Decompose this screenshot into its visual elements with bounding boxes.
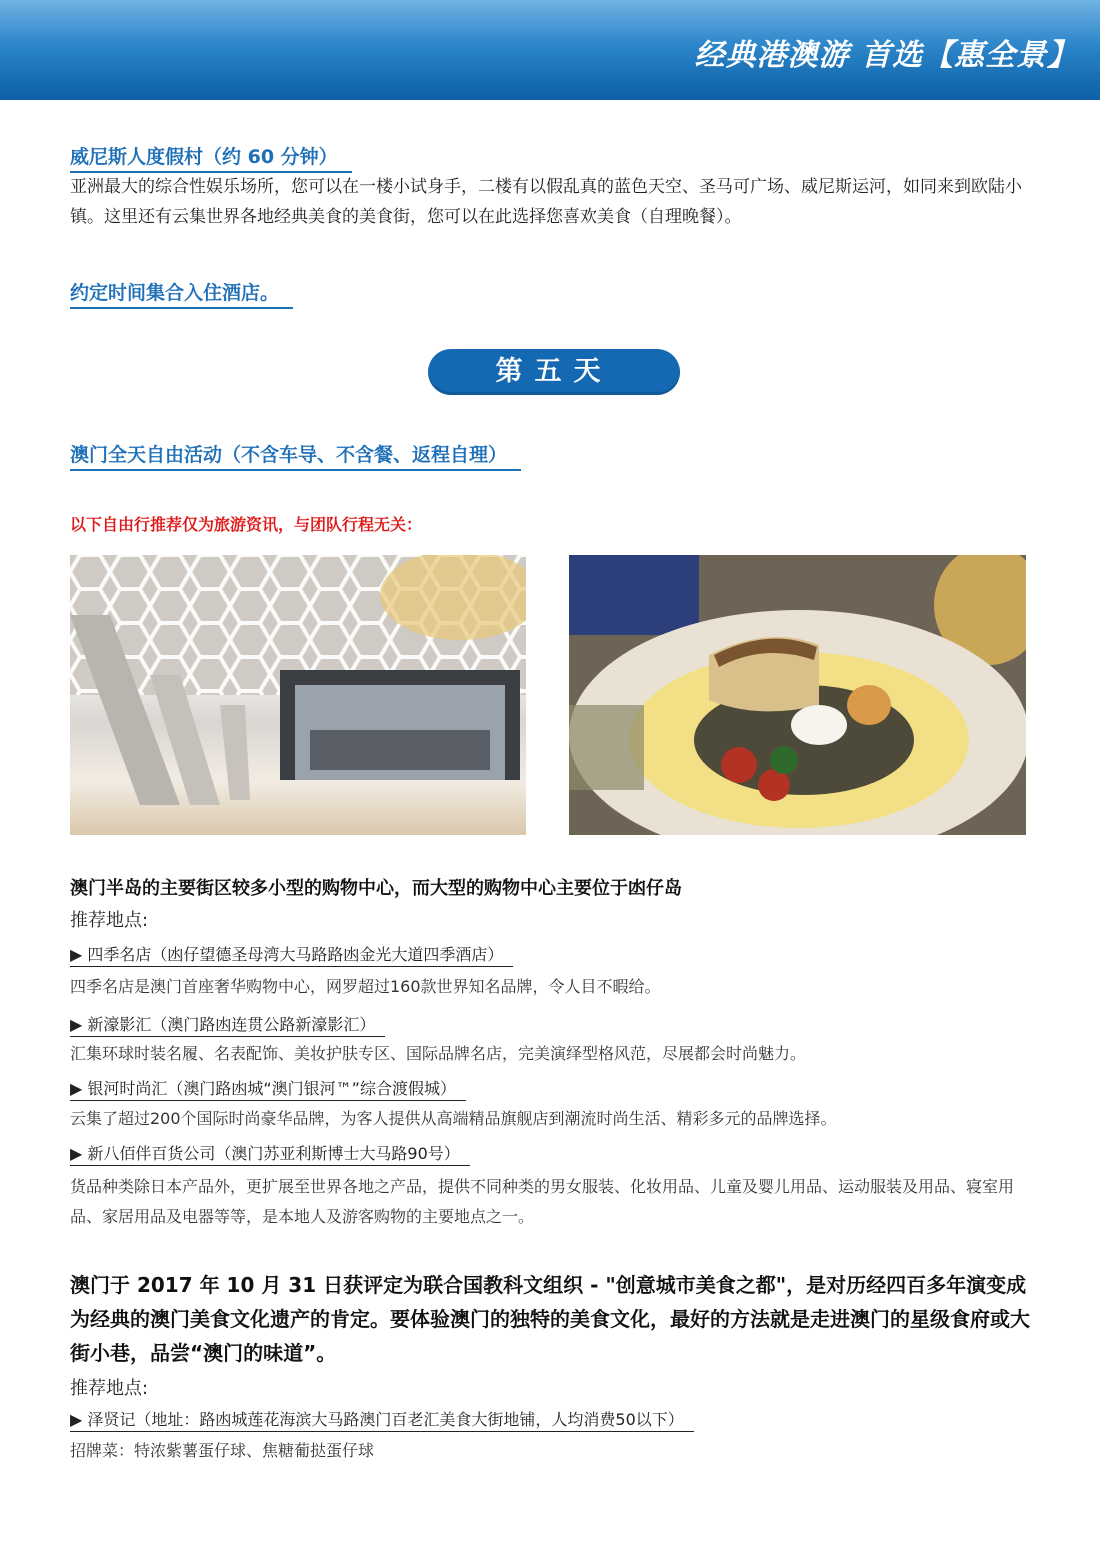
food-photo bbox=[569, 555, 1026, 835]
shop-desc-four-seasons: 四季名店是澳门首座奢华购物中心，网罗超过160款世界知名品牌，令人目不暇给。 bbox=[70, 977, 661, 996]
mall-illustration bbox=[70, 555, 526, 835]
shop-item-yaohan: ▶ 新八佰伴百货公司（澳门苏亚利斯博士大马路90号） bbox=[70, 1141, 470, 1166]
food-illustration bbox=[569, 555, 1026, 835]
disclaimer-notice: 以下自由行推荐仅为旅游资讯，与团队行程无关： bbox=[70, 515, 423, 534]
shop-desc-galaxy: 云集了超过200个国际时尚豪华品牌，为客人提供从高端精品旗舰店到潮流时尚生活、精彩多元的品牌选择。 bbox=[70, 1109, 837, 1128]
shop-item-studio-city: ▶ 新濠影汇（澳门路凼连贯公路新濠影汇） bbox=[70, 1012, 385, 1037]
food-heading: 澳门于 2017 年 10 月 31 日获评定为联合国教科文组织 - "创意城市美食之都"，是对历经四百多年演变成为经典的澳门美食文化遗产的肯定。要体验澳门的独特的美食文化，最好的方法就是走进澳门的星级食府或大街小巷，品尝“澳门的味道”。 bbox=[70, 1273, 1030, 1365]
food-item-chak-yin-kei: ▶ 泽贤记（地址：路凼城莲花海滨大马路澳门百老汇美食大街地铺，人均消费50以下） bbox=[70, 1407, 694, 1432]
day-five-badge: 第五天 bbox=[428, 349, 680, 395]
header-title: 经典港澳游 首选【惠全景】 bbox=[694, 38, 1078, 73]
shop-item-four-seasons: ▶ 四季名店（凼仔望德圣母湾大马路路凼金光大道四季酒店） bbox=[70, 942, 513, 967]
shop-desc-studio-city: 汇集环球时装名履、名表配饰、美妆护肤专区、国际品牌名店，完美演绎型格风范，尽展都会时尚魅力。 bbox=[70, 1044, 807, 1063]
mall-photo bbox=[70, 555, 526, 835]
venetian-description: 亚洲最大的综合性娱乐场所，您可以在一楼小试身手，二楼有以假乱真的蓝色天空、圣马可广场、威尼斯运河，如同来到欧陆小镇。这里还有云集世界各地经典美食的美食街，您可以在此选择您喜欢美食（自理晚餐）。 bbox=[70, 177, 1022, 227]
shopping-heading: 澳门半岛的主要街区较多小型的购物中心，而大型的购物中心主要位于凼仔岛 bbox=[70, 878, 682, 899]
shop-item-galaxy: ▶ 银河时尚汇（澳门路凼城“澳门银河™”综合渡假城） bbox=[70, 1076, 466, 1101]
free-day-title: 澳门全天自由活动（不含车导、不含餐、返程自理） bbox=[70, 440, 521, 471]
page-header bbox=[0, 0, 1100, 100]
venetian-title: 威尼斯人度假村（约 60 分钟） bbox=[70, 142, 352, 173]
shopping-rec-label: 推荐地点: bbox=[70, 910, 149, 931]
shop-desc-yaohan: 货品种类除日本产品外，更扩展至世界各地之产品，提供不同种类的男女服装、化妆用品、儿童及婴儿用品、运动服装及用品、寝室用品、家居用品及电器等等，是本地人及游客购物的主要地点之一。 bbox=[70, 1177, 1015, 1226]
food-item-desc: 招牌菜：特浓紫薯蛋仔球、焦糖葡挞蛋仔球 bbox=[70, 1441, 375, 1460]
food-rec-label: 推荐地点: bbox=[70, 1378, 149, 1399]
hotel-title: 约定时间集合入住酒店。 bbox=[70, 278, 293, 309]
